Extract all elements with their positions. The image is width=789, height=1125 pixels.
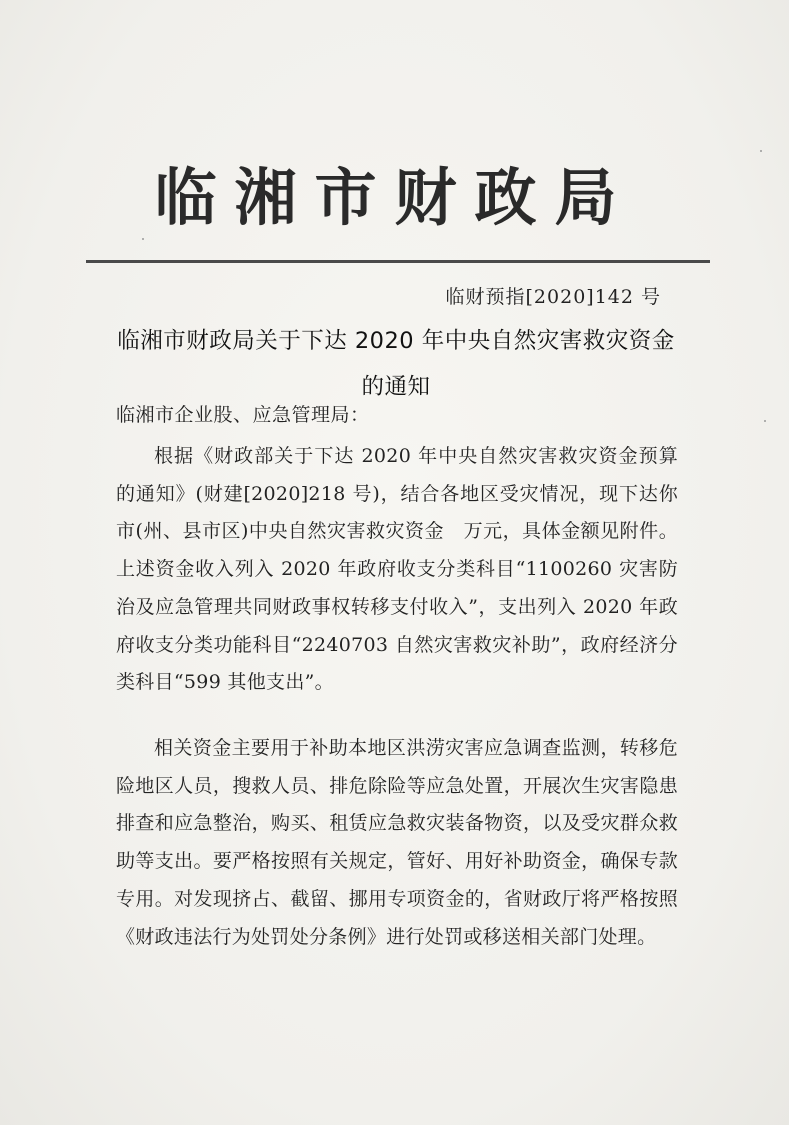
scan-speck <box>142 238 144 240</box>
scan-speck <box>764 420 766 422</box>
scan-speck <box>760 150 762 152</box>
notice-title: 临湘市财政局关于下达 2020 年中央自然灾害救灾资金的通知 <box>117 328 675 400</box>
document-number: 临财预指[2020]142 号 <box>445 286 661 308</box>
addressee-line: 临湘市企业股、应急管理局： <box>116 404 370 426</box>
body-paragraph-1: 根据《财政部关于下达 2020 年中央自然灾害救灾资金预算的通知》(财建[2020]218 号)，结合各地区受灾情况，现下达你市(州、县市区)中央自然灾害救灾资金 万元，具体金额见附件。上述资金收入列入 2020 年政府收支分类科目“1100260 灾害防治及应急管理共同财政事权转移支付收入”，支出列入 2020 年政府收支分类功能科目“2240703 自然灾害救灾补助”，政府经济分类科目“599 其他支出”。 <box>116 445 678 694</box>
masthead-divider <box>86 260 710 263</box>
masthead-title: 临湘市财政局 <box>154 161 635 234</box>
body-paragraph-2: 相关资金主要用于补助本地区洪涝灾害应急调查监测，转移危险地区人员，搜救人员、排危除险等应急处置，开展次生灾害隐患排查和应急整治，购买、租赁应急救灾装备物资，以及受灾群众救助等支出。要严格按照有关规定，管好、用好补助资金，确保专款专用。对发现挤占、截留、挪用专项资金的，省财政厅将严格按照《财政违法行为处罚处分条例》进行处罚或移送相关部门处理。 <box>116 737 678 948</box>
